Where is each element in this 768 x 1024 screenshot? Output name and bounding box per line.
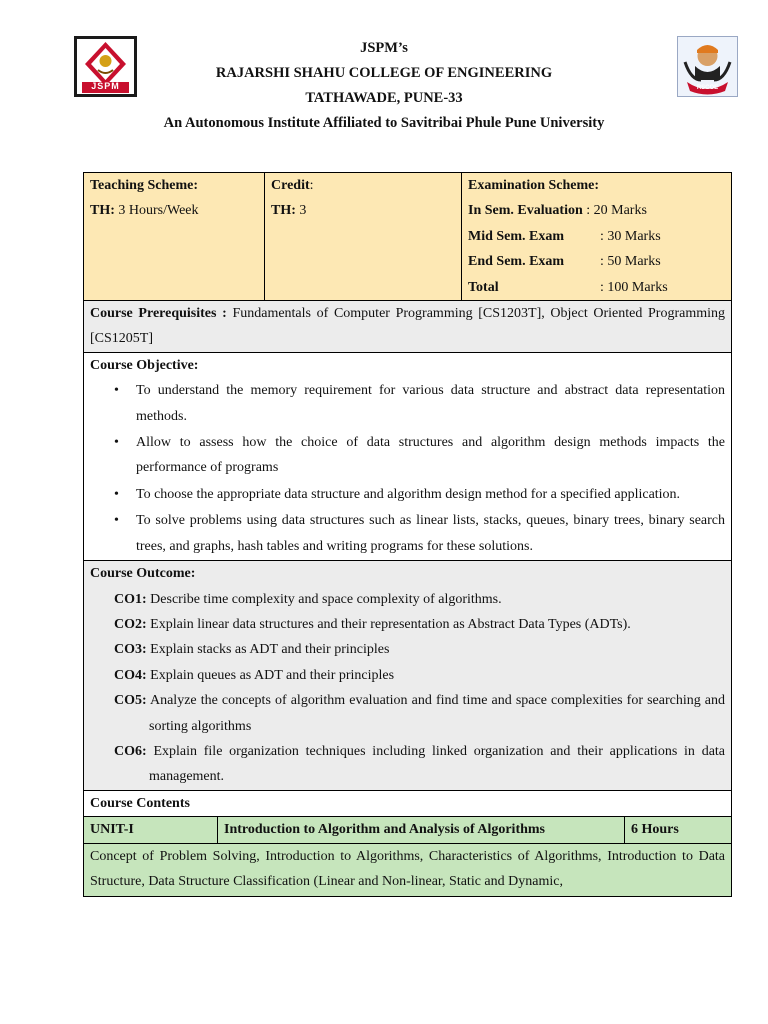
outcome-text: Explain queues as ADT and their principles [146,667,395,683]
college-header [0,36,768,136]
outcome-item [114,663,725,688]
exam-row [468,198,725,223]
exam-row-label: Mid Sem. Exam [468,228,565,244]
exam-row [468,224,725,249]
prerequisites-cell [84,301,732,353]
college-address: TATHAWADE, PUNE-33 [305,90,463,106]
college-name: RAJARSHI SHAHU COLLEGE OF ENGINEERING [215,65,553,81]
jspm-logo-text: JSPM [91,81,120,91]
teaching-scheme-label: Teaching Scheme: [90,178,198,193]
outcome-row [84,561,732,791]
credit-th-label: TH: [271,203,296,219]
outcome-item [114,612,725,637]
unit-label: UNIT-I [90,822,134,838]
outcome-text: Explain stacks as ADT and their principles [146,642,390,658]
header-line-1: JSPM’s [360,40,408,56]
contents-label: Course Contents [90,795,190,811]
outcome-code: CO3: [114,642,147,658]
teaching-th-label: TH: [90,203,115,219]
exam-row-value: : 20 Marks [586,203,647,219]
teaching-scheme-cell [84,173,265,301]
outcome-item [114,587,725,612]
objective-list [90,378,725,559]
objective-item: • Allow to assess how the choice of data structures and algorithm design methods impacts the performance of programs [136,430,725,481]
contents-heading-cell [84,790,732,816]
outcome-text: Explain file organization techniques including linked organization and their applications in data management. [146,743,726,785]
unit-content-row [84,843,732,896]
outcome-list [90,587,725,790]
exam-scheme-cell [462,173,732,301]
objective-item: • To solve problems using data structures such as linear lists, stacks, queues, binary trees, binary search trees, and graphs, hash tables and writing programs for these solutions. [136,508,725,559]
objective-item: • To understand the memory requirement for various data structure and abstract data representation methods. [136,378,725,429]
exam-row-value: : 30 Marks [600,228,661,244]
outcome-code: CO6: [114,743,147,759]
scheme-row [84,173,732,301]
outcome-code: CO1: [114,591,147,607]
unit-header-row [84,817,732,843]
outcome-text: Analyze the concepts of algorithm evaluation and find time and space complexities for searching and sorting algorithms [146,693,726,734]
exam-row-label: End Sem. Exam [468,254,565,270]
credit-label: Credit [271,178,310,193]
prerequisites-label: Course Prerequisites : [90,306,227,322]
exam-row-value: : 100 Marks [600,279,668,295]
objective-label: Course Objective: [90,357,199,373]
prerequisites-text: Fundamentals of Computer Programming [CS1203T], Object Oriented Programming [CS1205T] [90,306,726,347]
exam-row-value: : 50 Marks [600,254,661,270]
rscoe-logo-text: RSCOE [696,85,719,91]
exam-scheme-label: Examination Scheme: [468,178,600,193]
outcome-item [114,739,725,790]
unit-hours-cell [625,817,732,843]
outcome-code: CO4: [114,667,147,683]
credit-th-value: 3 [295,203,307,219]
unit-hours: 6 Hours [631,822,679,838]
prerequisites-row [84,301,732,353]
unit-content-text: Concept of Problem Solving, Introduction to Algorithms, Characteristics of Algorithms, Introduction to Data Structure, Data Structure Classification (Linear and Non-linear, Static and Dynamic, [90,848,726,889]
outcome-code: CO2: [114,616,147,632]
affiliation: An Autonomous Institute Affiliated to Savitribai Phule Pune University [163,115,605,131]
unit-label-cell [84,817,218,843]
teaching-th-value: 3 Hours/Week [114,203,199,219]
credit-cell [265,173,462,301]
syllabus-table [83,172,732,897]
objective-item: • To choose the appropriate data structure and algorithm design method for a specified application. [136,482,725,507]
exam-row-label: In Sem. Evaluation [468,203,583,219]
contents-heading-row [84,790,732,816]
unit-content-cell [84,843,732,896]
outcome-cell [84,561,732,791]
unit-title-cell [218,817,625,843]
outcome-text: Describe time complexity and space complexity of algorithms. [146,591,502,607]
credit-colon: : [309,178,314,193]
outcome-item [114,637,725,662]
objective-row [84,352,732,560]
exam-row [468,249,725,274]
outcome-label: Course Outcome: [90,566,196,582]
outcome-code: CO5: [114,693,147,709]
objective-cell [84,352,732,560]
outcome-text: Explain linear data structures and their representation as Abstract Data Types (ADTs). [146,616,631,632]
outcome-item [114,688,725,739]
exam-row [468,275,725,300]
exam-row-label: Total [468,279,499,295]
unit-title: Introduction to Algorithm and Analysis of Algorithms [224,822,546,838]
